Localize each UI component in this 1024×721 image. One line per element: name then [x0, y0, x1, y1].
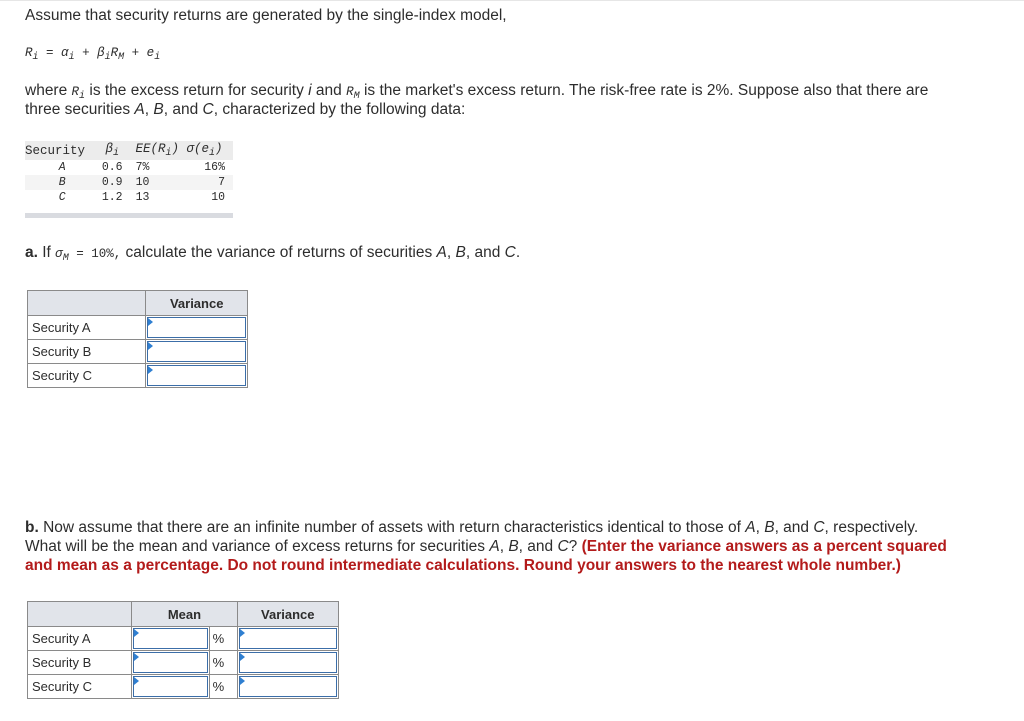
row-label: Security C [28, 675, 132, 699]
variance-input-b[interactable] [146, 340, 248, 364]
mean-header: Mean [132, 602, 237, 627]
part-b-question-2: What will be the mean and variance of excess returns for securities A, B, and C? (Enter the variance answers as a percent squared [25, 538, 947, 555]
header-security: Security [25, 141, 99, 160]
mean-input-b[interactable] [132, 651, 209, 675]
security-data-table [25, 141, 233, 205]
table-row: C 1.2 13 10 [58, 191, 225, 204]
intro-line1: Assume that security returns are generated by the single-index model, [25, 7, 507, 24]
part-b-instruction [25, 556, 901, 575]
instruction-text-2: and mean as a percentage. Do not round intermediate calculations. Round your answers to the nearest whole number.) [25, 557, 901, 574]
variance-input-c[interactable] [146, 364, 248, 388]
table-row [28, 627, 339, 651]
part-a-answer-table [27, 290, 248, 388]
data-table-header [25, 141, 233, 160]
mean-input-a[interactable] [132, 627, 209, 651]
table-row [28, 340, 248, 364]
row-label: Security C [28, 364, 146, 388]
table-row [28, 651, 339, 675]
header-er-sigma: $EE(R_i)$ $\sigma(e_i)$ [125, 141, 233, 160]
part-a-question: a. If $\sigma_M = 10\%$, calculate the variance of returns of securities A, B, and C. [25, 244, 521, 264]
row-label: Security A [28, 316, 146, 340]
table-row [28, 316, 248, 340]
header-beta: $\beta_i$ [99, 141, 125, 160]
percent-unit: % [209, 675, 237, 699]
mean-input-c[interactable] [132, 675, 209, 699]
variance-input-a[interactable] [237, 627, 338, 651]
variance-input-b[interactable] [237, 651, 338, 675]
row-label: Security A [28, 627, 132, 651]
percent-unit: % [209, 627, 237, 651]
variance-input-a[interactable] [146, 316, 248, 340]
part-b-answer-table [27, 601, 339, 699]
where-line: where $R_i$ is the excess return for security i and $R_M$ is the market's excess return. The risk-free rate is 2%. Suppose also that there are [25, 82, 929, 102]
where-line-2: three securities A, B, and C, characterized by the following data: [25, 101, 466, 118]
intro-text [25, 6, 507, 25]
table-bottom-bar [25, 213, 233, 218]
table-row: B 0.9 10 7 [25, 175, 233, 190]
row-label: Security B [28, 651, 132, 675]
percent-unit: % [209, 651, 237, 675]
variance-header: Variance [237, 602, 338, 627]
instruction-text: (Enter the variance answers as a percent squared [581, 538, 947, 555]
table-row [28, 675, 339, 699]
table-row: A 0.6 7% 16% [58, 161, 225, 174]
row-label: Security B [28, 340, 146, 364]
model-equation: $R_i = \alpha_i + \beta_iR_M + e_i$ [25, 46, 161, 63]
variance-input-c[interactable] [237, 675, 338, 699]
top-divider [0, 0, 1024, 1]
part-b-question: b. Now assume that there are an infinite number of assets with return characteristics identical to those of A, B, and C, respectively. [25, 519, 919, 536]
variance-header: Variance [146, 291, 248, 316]
table-row [28, 364, 248, 388]
